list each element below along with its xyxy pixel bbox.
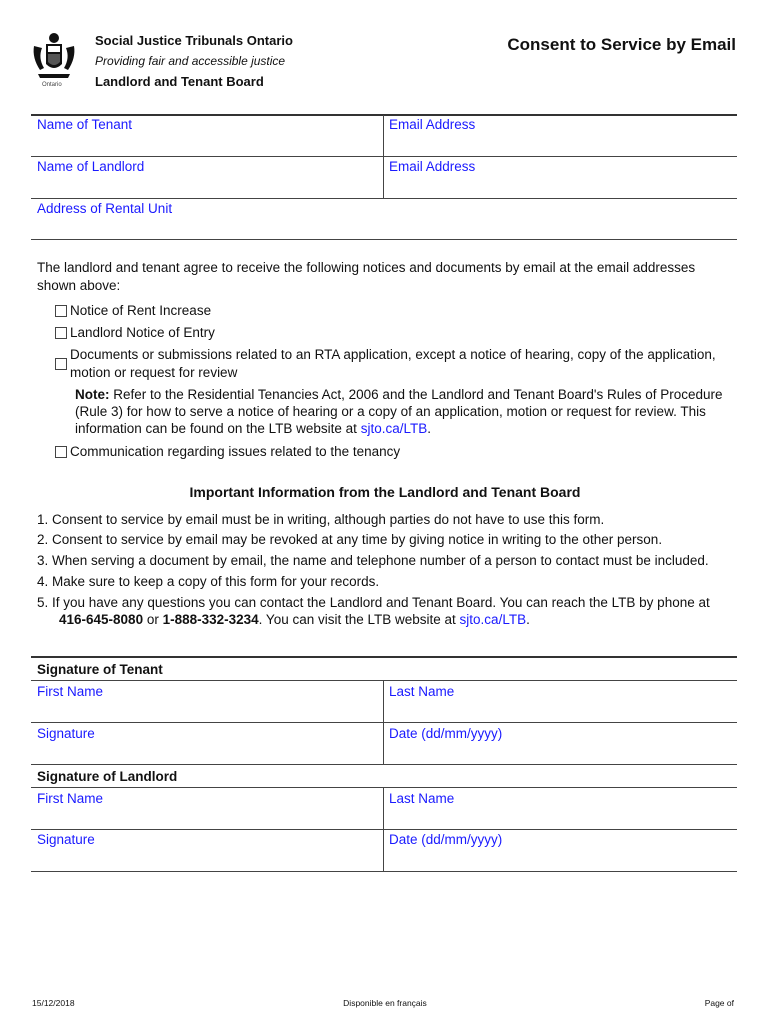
option-label: Documents or submissions related to an RTA application, except a notice of hearing, copy of the application, motion or request for review — [70, 347, 716, 380]
info-item: 4. Make sure to keep a copy of this form for your records. — [37, 574, 380, 589]
option-label: Communication regarding issues related to the tenancy — [70, 444, 401, 459]
option-label: Notice of Rent Increase — [70, 303, 212, 318]
tenant-first-name-field[interactable]: First Name — [37, 684, 104, 699]
option-label: Landlord Notice of Entry — [70, 325, 215, 340]
info-item-end: . — [526, 612, 530, 627]
tenant-email-field[interactable]: Email Address — [389, 117, 476, 132]
note-end: . — [427, 421, 431, 436]
checkbox[interactable] — [55, 358, 67, 370]
board-name: Landlord and Tenant Board — [95, 74, 264, 89]
ltb-website-link[interactable]: sjto.ca/LTB — [459, 612, 527, 627]
checkbox[interactable] — [55, 305, 67, 317]
divider — [31, 239, 737, 240]
landlord-signature-heading: Signature of Landlord — [37, 769, 178, 784]
landlord-signature-field[interactable]: Signature — [37, 832, 95, 847]
name-of-tenant-field[interactable]: Name of Tenant — [37, 117, 133, 132]
or-text: or — [143, 612, 163, 627]
tenant-signature-heading: Signature of Tenant — [37, 662, 163, 677]
footer-date: 15/12/2018 — [32, 998, 75, 1008]
checkbox[interactable] — [55, 327, 67, 339]
landlord-email-field[interactable]: Email Address — [389, 159, 476, 174]
info-item-text: 5. If you have any questions you can contact the Landlord and Tenant Board. You can reach the LTB by phone at — [37, 595, 710, 610]
divider — [31, 680, 737, 681]
divider — [31, 114, 737, 116]
divider — [31, 829, 737, 830]
divider — [31, 722, 737, 723]
agreement-intro: The landlord and tenant agree to receive the following notices and documents by email at the email addresses shown above: — [37, 260, 696, 293]
option-rta-documents[interactable] — [55, 346, 720, 382]
option-rent-increase[interactable] — [55, 302, 720, 320]
divider — [31, 764, 737, 765]
divider — [31, 156, 737, 157]
crest-label: Ontario — [42, 82, 62, 88]
note-text: Refer to the Residential Tenancies Act, 2006 and the Landlord and Tenant Board's Rules of Procedure (Rule 3) for how to serve a notice of hearing or a copy of an application, motion or request for review. This information can be found on the LTB website at — [75, 387, 723, 436]
landlord-last-name-field[interactable]: Last Name — [389, 791, 455, 806]
tenant-last-name-field[interactable]: Last Name — [389, 684, 455, 699]
footer-page: Page of — [704, 998, 734, 1008]
landlord-date-field[interactable]: Date (dd/mm/yyyy) — [389, 832, 503, 847]
info-item-contact — [37, 594, 737, 628]
address-of-rental-unit-field[interactable]: Address of Rental Unit — [37, 201, 173, 216]
divider — [31, 871, 737, 872]
form-title: Consent to Service by Email — [507, 35, 736, 54]
option-tenancy-communication[interactable] — [55, 443, 720, 461]
divider — [31, 656, 737, 658]
tenant-signature-field[interactable]: Signature — [37, 726, 95, 741]
tagline: Providing fair and accessible justice — [95, 54, 286, 68]
info-item: 1. Consent to service by email must be in writing, although parties do not have to use this form. — [37, 512, 605, 527]
divider — [31, 198, 737, 199]
option-notice-of-entry[interactable] — [55, 324, 720, 342]
ltb-website-link[interactable]: sjto.ca/LTB — [360, 421, 428, 436]
footer-french: Disponible en français — [343, 998, 427, 1008]
important-info-heading: Important Information from the Landlord and Tenant Board — [189, 484, 581, 500]
info-item: 2. Consent to service by email may be revoked at any time by giving notice in writing to the other person. — [37, 532, 663, 547]
tenant-date-field[interactable]: Date (dd/mm/yyyy) — [389, 726, 503, 741]
info-item-text: . You can visit the LTB website at — [258, 612, 460, 627]
ontario-crest-logo — [28, 30, 80, 88]
note-paragraph — [75, 386, 735, 437]
divider — [31, 787, 737, 788]
landlord-first-name-field[interactable]: First Name — [37, 791, 104, 806]
checkbox[interactable] — [55, 446, 67, 458]
info-item: 3. When serving a document by email, the name and telephone number of a person to contact must be included. — [37, 553, 709, 568]
organization-name: Social Justice Tribunals Ontario — [95, 33, 293, 48]
phone-number: 416-645-8080 — [59, 612, 144, 627]
name-of-landlord-field[interactable]: Name of Landlord — [37, 159, 145, 174]
phone-number: 1-888-332-3234 — [162, 612, 259, 627]
note-label: Note: — [75, 387, 110, 402]
